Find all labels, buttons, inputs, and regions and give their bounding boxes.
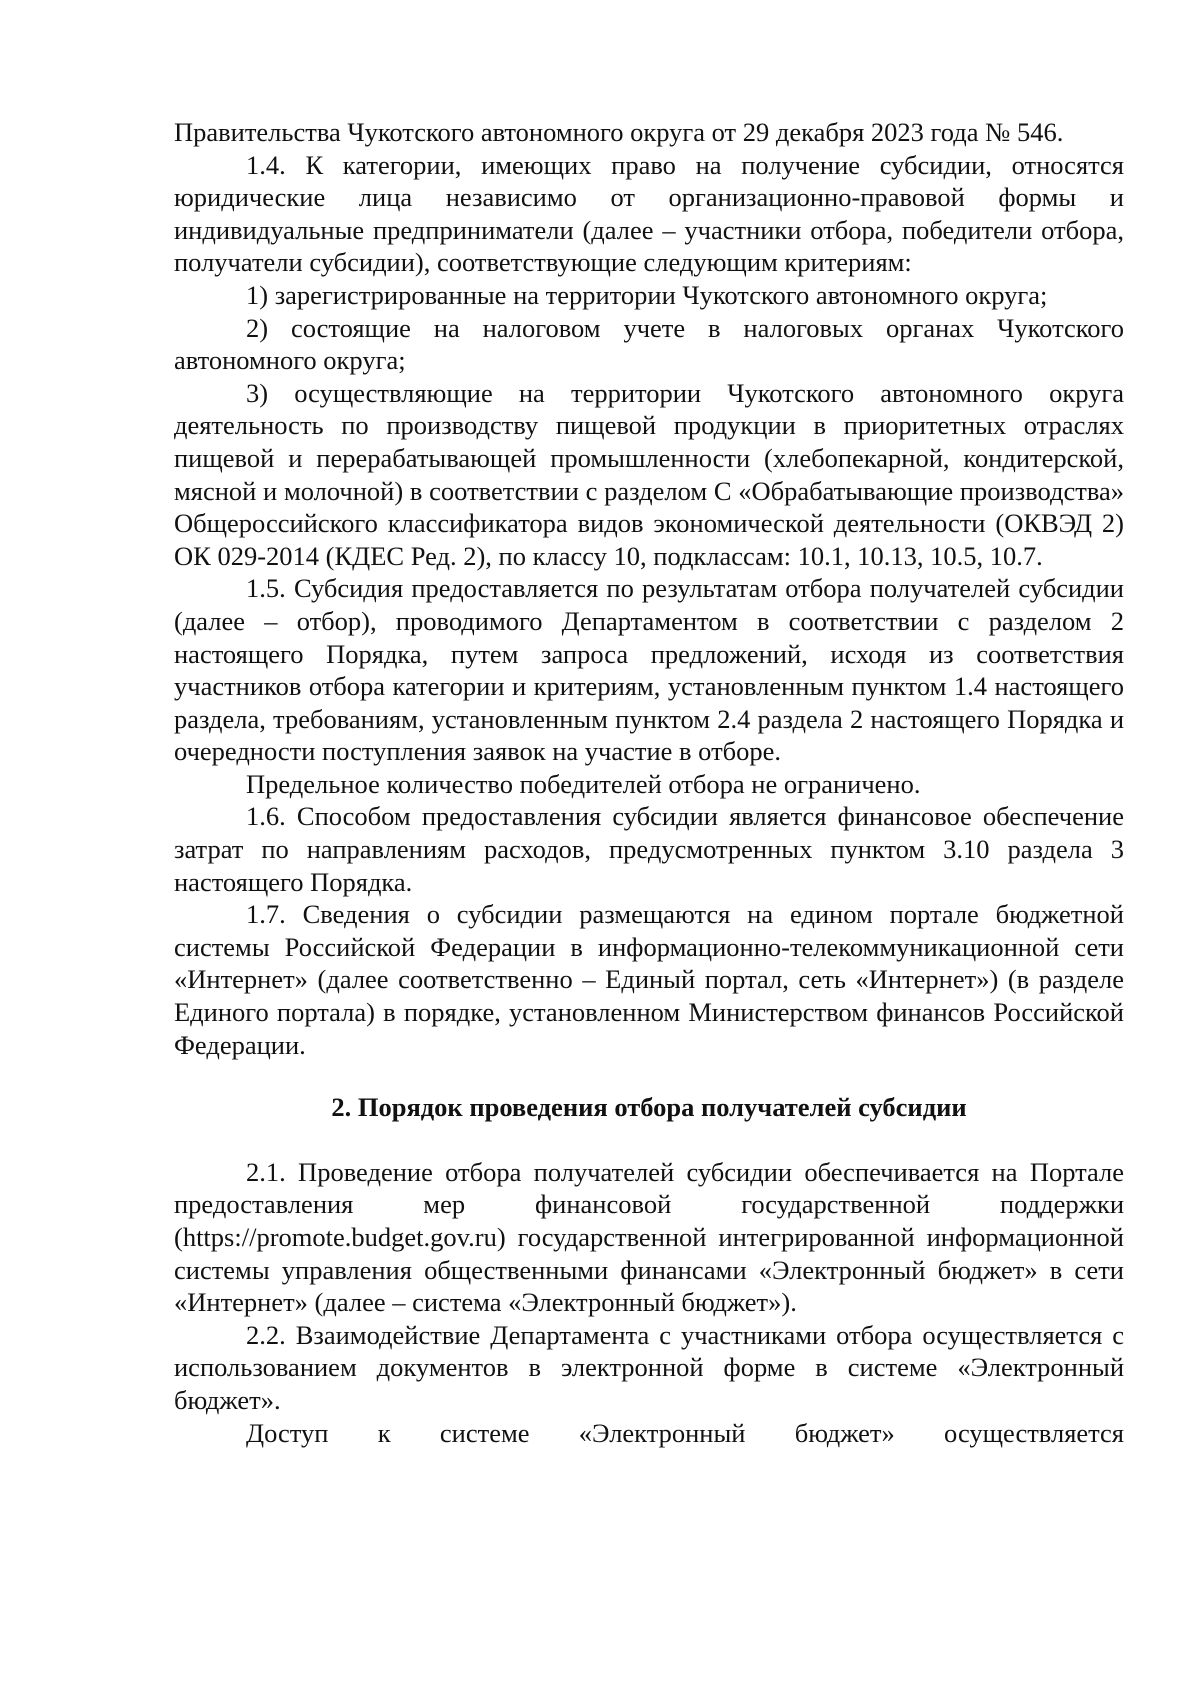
document-page xyxy=(174,116,1124,1449)
paragraph-continuation: Правительства Чукотского автономного округа от 29 декабря 2023 года № 546. xyxy=(174,117,1064,147)
paragraph-winners-limit: Предельное количество победителей отбора не ограничено. xyxy=(246,768,921,799)
paragraph-1-7: 1.7. Сведения о субсидии размещаются на едином портале бюджетной системы Российской Федерации в информационно-телекоммуникационной сети «Интернет» (далее соответственно – Единый портал, сеть «Интернет») (в разделе Единого портала) в порядке, установленном Министерством финансов Российской Федерации. xyxy=(174,899,1124,1060)
criterion-1: 1) зарегистрированные на территории Чукотского автономного округа; xyxy=(246,279,1048,310)
paragraph-1-5: 1.5. Субсидия предоставляется по результатам отбора получателей субсидии (далее – отбор), проводимого Департаментом в соответствии с разделом 2 настоящего Порядка, путем запроса предложений, исходя из соответствия участников отбора категории и критериям, установленным пунктом 1.4 настоящего раздела, требованиям, установленным пунктом 2.4 раздела 2 настоящего Порядка и очередности поступления заявок на участие в отборе. xyxy=(174,573,1124,767)
paragraph-1-6: 1.6. Способом предоставления субсидии является финансовое обеспечение затрат по направлениям расходов, предусмотренных пунктом 3.10 раздела 3 настоящего Порядка. xyxy=(174,801,1124,897)
criterion-2: 2) состоящие на налоговом учете в налоговых органах Чукотского автономного округа; xyxy=(174,312,1124,376)
paragraph-2-1: 2.1. Проведение отбора получателей субсидии обеспечивается на Портале предоставления мер финансовой государственной поддержки (https://promote.budget.gov.ru) государственной интегрированной информационной системы управления общественными финансами «Электронный бюджет» в сети «Интернет» (далее – система «Электронный бюджет»). xyxy=(174,1156,1124,1318)
paragraph-access: Доступ к системе «Электронный бюджет» осуществляется xyxy=(246,1417,1124,1448)
criterion-3: 3) осуществляющие на территории Чукотского автономного округа деятельность по производству пищевой продукции в приоритетных отраслях пищевой и перерабатывающей промышленности (хлебопекарной, кондитерской, мясной и молочной) в соответствии с разделом С «Обрабатывающие производства» Общероссийского классификатора видов экономической деятельности (ОКВЭД 2) ОК 029-2014 (КДЕС Ред. 2), по классу 10, подклассам: 10.1, 10.13, 10.5, 10.7. xyxy=(174,377,1124,571)
paragraph-1-4: 1.4. К категории, имеющих право на получение субсидии, относятся юридические лица независимо от организационно-правовой формы и индивидуальные предприниматели (далее – участники отбора, победители отбора, получатели субсидии), соответствующие следующим критериям: xyxy=(174,149,1124,278)
section-heading: 2. Порядок проведения отбора получателей субсидии xyxy=(331,1092,967,1123)
paragraph-2-2: 2.2. Взаимодействие Департамента с участниками отбора осуществляется с использованием документов в электронной форме в системе «Электронный бюджет». xyxy=(174,1319,1124,1415)
